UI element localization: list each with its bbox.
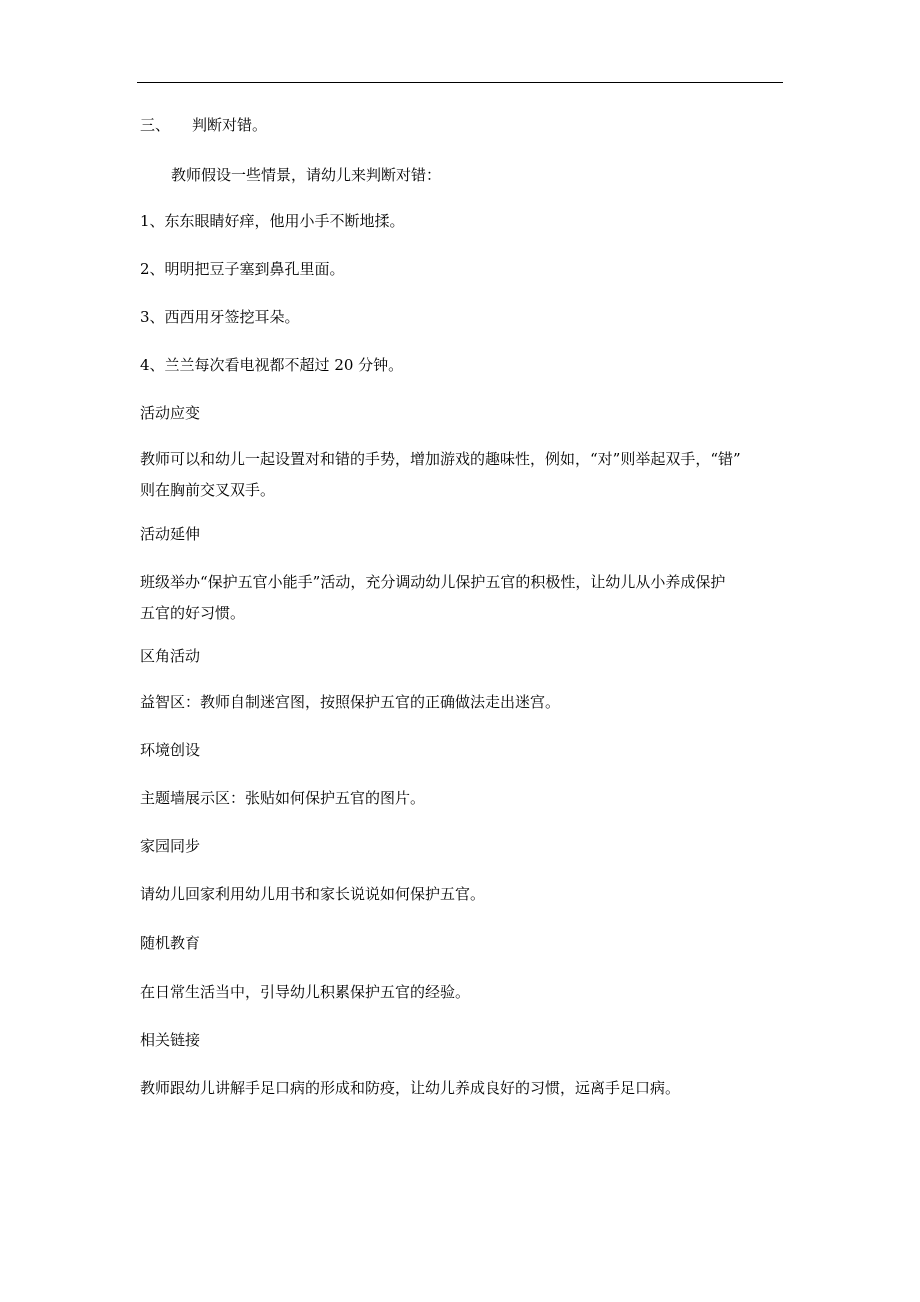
adapt-text-line-2: 则在胸前交叉双手。 <box>140 481 276 499</box>
extend-paragraph <box>140 567 785 629</box>
section-number: 三、 <box>140 116 171 134</box>
corner-paragraph: 益智区：教师自制迷宫图，按照保护五官的正确做法走出迷宫。 <box>140 693 561 711</box>
header-rule <box>137 82 783 83</box>
link-paragraph: 教师跟幼儿讲解手足口病的形成和防疫，让幼儿养成良好的习惯，远离手足口病。 <box>140 1079 681 1097</box>
link-heading: 相关链接 <box>140 1031 201 1049</box>
section-heading <box>140 114 785 136</box>
section-title: 判断对错。 <box>192 116 268 134</box>
adapt-paragraph <box>140 444 785 506</box>
list-item: 1、东东眼睛好痒，他用小手不断地揉。 <box>140 212 405 230</box>
list-item: 4、兰兰每次看电视都不超过 20 分钟。 <box>140 356 404 374</box>
extend-text-line-1: 班级举办“保护五官小能手”活动，充分调动幼儿保护五官的积极性，让幼儿从小养成保护 <box>140 573 726 591</box>
random-heading: 随机教育 <box>140 934 201 952</box>
corner-heading: 区角活动 <box>140 647 201 665</box>
intro-paragraph: 教师假设一些情景，请幼儿来判断对错： <box>171 166 442 184</box>
list-item: 2、明明把豆子塞到鼻孔里面。 <box>140 260 345 278</box>
random-paragraph: 在日常生活当中，引导幼儿积累保护五官的经验。 <box>140 983 471 1001</box>
env-heading: 环境创设 <box>140 741 201 759</box>
adapt-heading: 活动应变 <box>140 404 201 422</box>
extend-text-line-2: 五官的好习惯。 <box>140 604 246 622</box>
home-heading: 家园同步 <box>140 837 201 855</box>
adapt-text-line-1: 教师可以和幼儿一起设置对和错的手势，增加游戏的趣味性，例如，“对”则举起双手，“错” <box>140 450 741 468</box>
home-paragraph: 请幼儿回家利用幼儿用书和家长说说如何保护五官。 <box>140 885 486 903</box>
list-item: 3、西西用牙签挖耳朵。 <box>140 308 300 326</box>
extend-heading: 活动延伸 <box>140 525 201 543</box>
env-paragraph: 主题墙展示区：张贴如何保护五官的图片。 <box>140 789 426 807</box>
